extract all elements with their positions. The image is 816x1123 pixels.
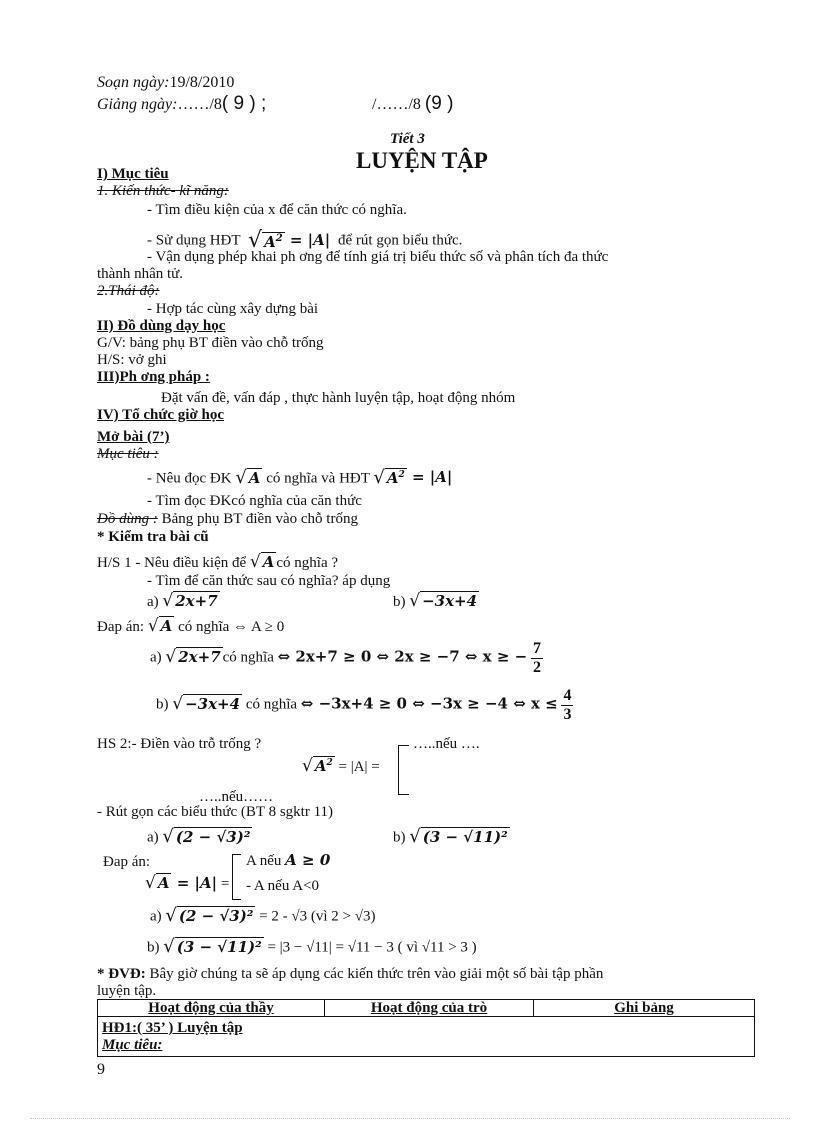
hs2-sol-a-rad: √ (2 − √3)² — [165, 905, 254, 926]
hs2-eq-text: = |A| = — [338, 758, 380, 775]
table-row-cell — [98, 1017, 755, 1057]
hs2-rutgon: - Rút gọn các biểu thức (BT 8 sgktr 11) — [97, 804, 334, 820]
kiemtra-heading: * Kiểm tra bài cũ — [97, 529, 209, 545]
sec3-line: Đặt vấn đề, vấn đáp , thực hành luyện tập, hoạt động nhóm — [161, 390, 516, 406]
kiemtra-hs1 — [97, 553, 338, 573]
hs2-brace-bottom: …..nếu…… — [199, 789, 274, 805]
sec1-line2-b: để rút gọn biểu thức. — [338, 232, 463, 249]
kiemtra-a — [147, 592, 220, 612]
hdt-formula: √ $A^2 = |A|$ — [248, 228, 331, 253]
hs2-a-label: a) — [147, 829, 159, 846]
sec1-line2-a: - Sử dụng HĐT — [147, 232, 241, 249]
hs2-a-rad: √ (2 − √3)² — [162, 826, 251, 847]
giang-ngay — [97, 93, 266, 115]
hs2-line1: HS 2:- Điền vào trỗ trống ? — [97, 736, 262, 752]
sol-a-math: ⇔ 2x+7 ≥ 0 ⇔ 2x ≥ −7 ⇔ x ≥ − — [277, 647, 528, 666]
dvd-line2: luyện tập. — [97, 983, 157, 999]
soan-ngay — [97, 74, 234, 92]
hs2-sqrt: √ $A^2$ — [302, 756, 333, 776]
sol-b-label: b) — [156, 696, 169, 713]
dvd-line — [97, 966, 603, 983]
hs2-sol-b-rad: √ (3 − √11)² — [163, 936, 262, 957]
giang-date-2-text: /……/8 — [372, 96, 421, 113]
sec4-mobai: Mở bài (7’) — [97, 429, 170, 445]
hd1-title: HĐ1:( 35’ ) Luyện tập — [102, 1020, 243, 1036]
sol-a-label: a) — [150, 649, 162, 666]
giang-label: Giảng ngày: — [97, 96, 178, 113]
hs1-b: có nghĩa ? — [276, 554, 339, 571]
sec1-line3b: thành nhân tử. — [97, 266, 184, 282]
sqrt-a-3: √ A — [147, 616, 173, 636]
sol-b — [156, 687, 573, 723]
sec2-hs: H/S: vở ghi — [97, 352, 167, 368]
table-header-row — [98, 1000, 755, 1017]
tiet-label: Tiết 3 — [390, 131, 425, 147]
sol-b-text: có nghĩa — [245, 696, 298, 713]
sec1-line4: - Hợp tác cùng xây dựng bài — [147, 301, 319, 317]
hs2-brace — [398, 745, 409, 795]
sol-a-text: có nghĩa — [222, 649, 274, 666]
soan-date: 19/8/2010 — [169, 74, 235, 91]
dvd-text: Bây giờ chúng ta sẽ áp dụng các kiến thức trên vào giải một số bài tập phần — [149, 966, 604, 982]
page-title: LUYỆN TẬP — [356, 148, 488, 173]
sec1-sub2: 2.Thái độ: — [97, 283, 160, 299]
page-number: 9 — [97, 1061, 105, 1078]
sec4-line1 — [147, 468, 452, 489]
hs2-abs: √ A = |A| = — [145, 873, 230, 893]
hs2-b-expr: (3 − √11)² — [422, 828, 508, 846]
hs2-a — [147, 827, 252, 848]
hs2-sol-a — [150, 906, 375, 927]
frac-7-2 — [531, 640, 543, 676]
soan-label: Soạn ngày: — [97, 74, 170, 91]
hs2-b-rad: √ (3 − √11)² — [409, 826, 508, 847]
th-tro: Hoạt động của trò — [325, 1000, 534, 1017]
giang-class-1: ( 9 ) ; — [221, 93, 267, 114]
hs1-a: H/S 1 - Nêu điều kiện để — [97, 554, 247, 571]
expr-a-text: 2x+7 — [175, 592, 218, 610]
hs2-b — [393, 827, 510, 848]
sec1-line1: - Tìm điều kiện của x để căn thức có nghĩa. — [147, 202, 407, 218]
hs2-sol-b — [147, 937, 477, 958]
frac-2-den: 2 — [532, 658, 541, 676]
sol-b-rad: √ −3x+4 — [172, 693, 241, 714]
dodung-text: Bảng phụ BT điền vào chỗ trống — [161, 511, 358, 527]
sec1-heading: I) Mục tiêu — [97, 166, 169, 182]
hd1-muctieu: Mục tiêu: — [102, 1037, 163, 1053]
sec4-line1-a: - Nêu đọc ĐK — [147, 470, 232, 487]
frac-3-den: 3 — [563, 705, 572, 723]
sec1-sub1: 1. Kiến thức- kĩ năng: — [97, 183, 229, 199]
hs2-sol-b-text: = |3 − √11| = √11 − 3 ( vì √11 > 3 ) — [267, 939, 477, 956]
expr-b-text: −3x+4 — [422, 592, 478, 610]
giang-date-1: ……/8 — [177, 96, 222, 113]
hs2-case2: - A nếu A<0 — [246, 878, 320, 894]
sec3-heading: III)Ph ơng pháp : — [97, 369, 210, 385]
page-bottom-divider — [30, 1118, 790, 1119]
frac-4-num: 4 — [563, 687, 572, 704]
sec2-heading: II) Đồ dùng dạy học — [97, 318, 226, 334]
sec4-line2: - Tìm đọc ĐKcó nghĩa của căn thức — [147, 493, 362, 509]
hs2-sol-a-text: = 2 - √3 (vì 2 > √3) — [259, 908, 376, 925]
sec1-line3a: - Vận dụng phép khai ph ơng để tính giá trị biểu thức số và phân tích đa thức — [147, 249, 609, 265]
b-label: b) — [393, 593, 406, 610]
hs2-sol-a-label: a) — [150, 908, 162, 925]
th-thay: Hoạt động của thầy — [98, 1000, 325, 1017]
sqrt-a: √ A — [235, 467, 261, 488]
giang-class-2: (9 ) — [424, 93, 454, 114]
hs2-a-expr: (2 − √3)² — [175, 828, 251, 846]
hs2-brace-top: …..nếu …. — [413, 736, 480, 752]
hs2-sol-b-label: b) — [147, 939, 160, 956]
hs2-eq — [302, 757, 380, 777]
dodung-label: Đồ dùng : — [97, 511, 158, 527]
table-row — [98, 1017, 755, 1057]
kiemtra-dapan — [97, 617, 284, 637]
case1-b: A ≥ 0 — [285, 851, 331, 869]
dvd-label: * ĐVĐ: — [97, 966, 146, 982]
expr-a: √ 2x+7 — [162, 591, 218, 611]
sol-b-math: ⇔ −3x+4 ≥ 0 ⇔ −3x ≥ −4 ⇔ x ≤ — [300, 694, 558, 713]
sec4-dodung — [97, 511, 358, 528]
frac-4-3 — [561, 687, 573, 723]
hs2-brace-2 — [232, 854, 241, 900]
kiemtra-b — [393, 592, 479, 612]
hs2-case1 — [246, 852, 330, 870]
dapan-text: có nghĩa ⇔ A ≥ 0 — [178, 618, 285, 635]
sol-a — [150, 640, 543, 676]
case1-a: A nếu — [246, 853, 282, 869]
sec4-heading: IV) Tổ chức giờ học — [97, 407, 225, 423]
hdt-formula-2: √ $A^2 = |A|$ — [373, 467, 453, 488]
th-ghibang: Ghi bảng — [534, 1000, 755, 1017]
hs2-dapan: Đap án: — [103, 854, 151, 870]
sqrt-a-2: √ A — [249, 552, 275, 572]
hs2-abs-math: √ A = |A| — [145, 873, 218, 893]
a-label: a) — [147, 593, 159, 610]
giang-date-2 — [372, 93, 453, 115]
sol-a-rad: √ 2x+7 — [165, 646, 221, 667]
sec2-gv: G/V: bảng phụ BT điền vào chỗ trống — [97, 335, 324, 351]
kiemtra-hs1-line2: - Tìm để căn thức sau có nghĩa? áp dụng — [147, 573, 391, 589]
frac-7-num: 7 — [532, 640, 541, 657]
dapan-label: Đap án: — [97, 618, 145, 635]
sec4-line1-b: có nghĩa và HĐT — [266, 470, 370, 487]
lesson-table — [97, 999, 755, 1057]
expr-b: √ −3x+4 — [409, 591, 478, 611]
sec4-muctieu: Mục tiêu : — [97, 446, 159, 462]
hs2-b-label: b) — [393, 829, 406, 846]
